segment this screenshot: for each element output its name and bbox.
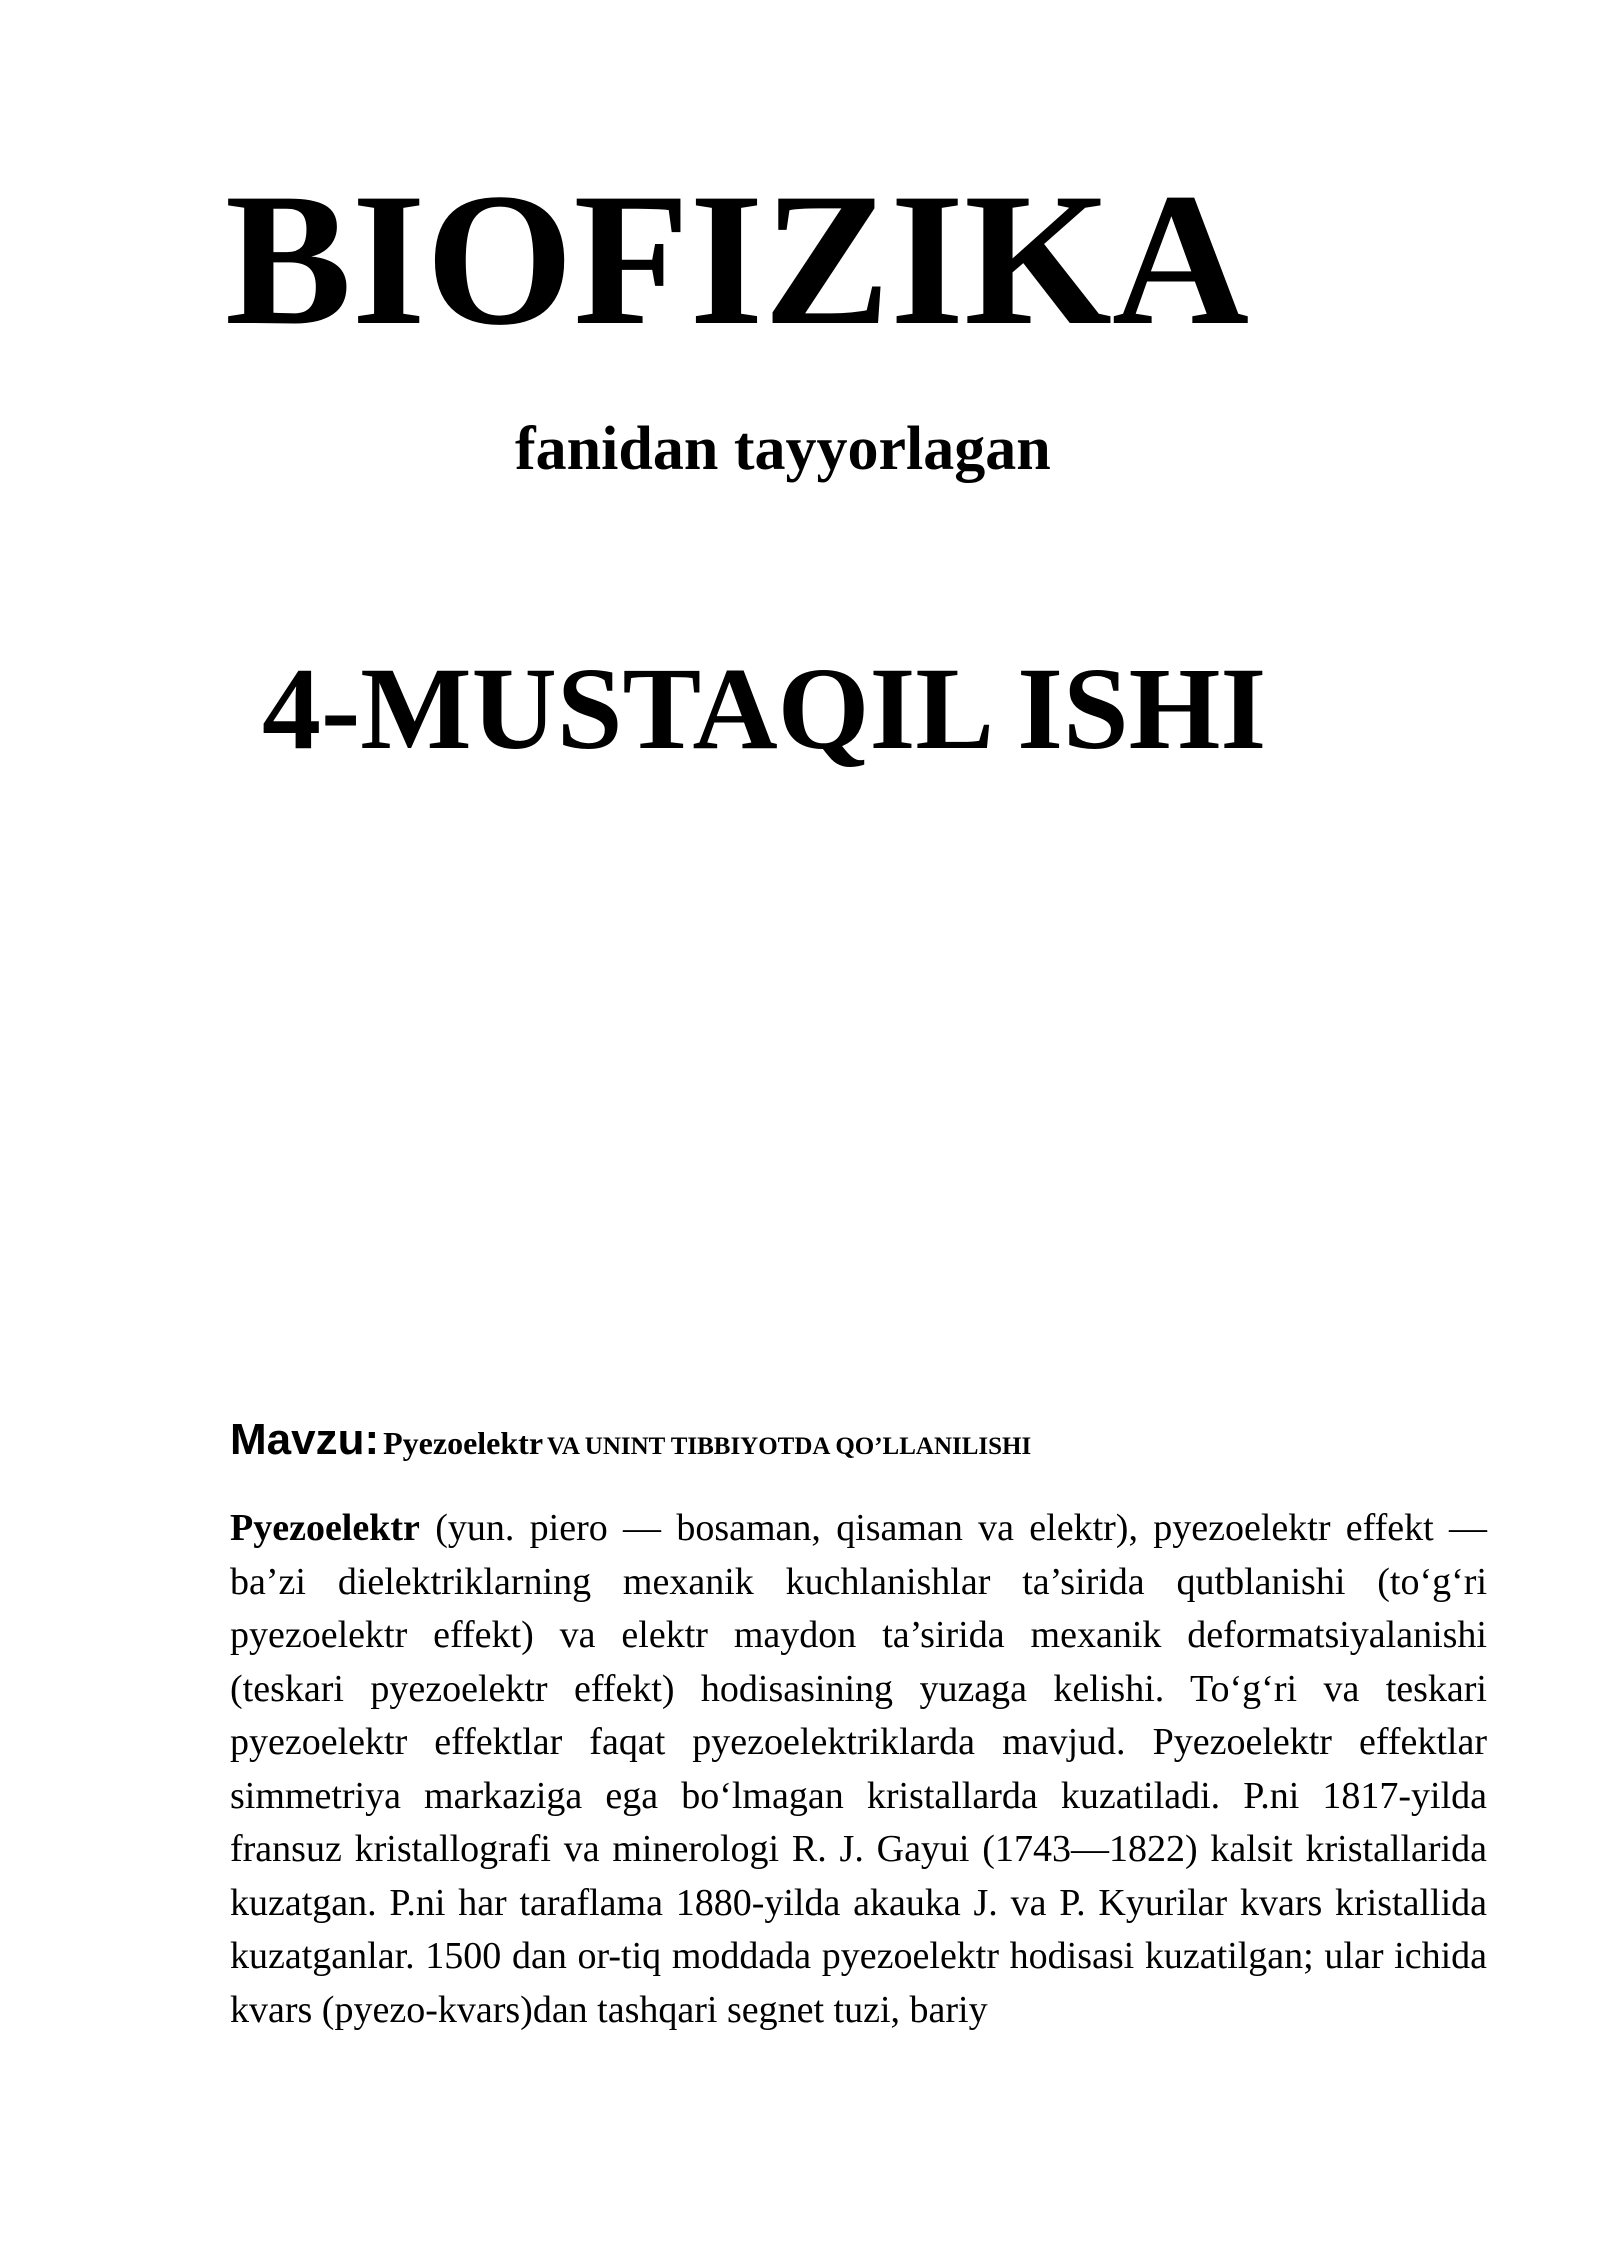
subtitle: fanidan tayyorlagan: [515, 415, 1051, 483]
body-text: (yun. piero — bosaman, qisaman va elektr), pyezoelektr effekt — ba’zi dielektriklarning mexanik kuchlanishlar ta’sirida qutblanishi (to‘g‘ri pyezoelektr effekt) va elektr maydon ta’sirida mexanik deformatsiyalanishi (teskari pyezoelektr effekt) hodisasining yuzaga kelishi. To‘g‘ri va teskari pyezoelektr effektlar faqat pyezoelektriklarda mavjud. Pyezoelektr effektlar simmetriya markaziga ega bo‘lmagan kristallarda kuzatiladi. P.ni 1817-yilda fransuz kristallografi va minerologi R. J. Gayui (1743—1822) kalsit kristallarida kuzatgan. P.ni har taraflama 1880-yilda akauka J. va P. Kyurilar kvars kristallida kuzatganlar. 1500 dan or-tiq moddada pyezoelektr hodisasi kuzatilgan; ular ichida kvars (pyezo-kvars)dan tashqari segnet tuzi, bariy: [230, 1507, 1487, 2031]
work-title: 4-MUSTAQIL ISHI: [262, 643, 1267, 774]
main-title: BIOFIZIKA: [225, 155, 1250, 365]
topic-rest: VA UNINT TIBBIYOTDA QO’LLANILISHI: [547, 1433, 1032, 1460]
topic-line: [230, 1415, 1032, 1464]
body-lead-term: Pyezoelektr: [230, 1507, 420, 1549]
body-paragraph: [230, 1502, 1487, 2037]
topic-label: Mavzu:: [230, 1415, 380, 1464]
topic-name: Pyezoelektr: [383, 1425, 544, 1461]
